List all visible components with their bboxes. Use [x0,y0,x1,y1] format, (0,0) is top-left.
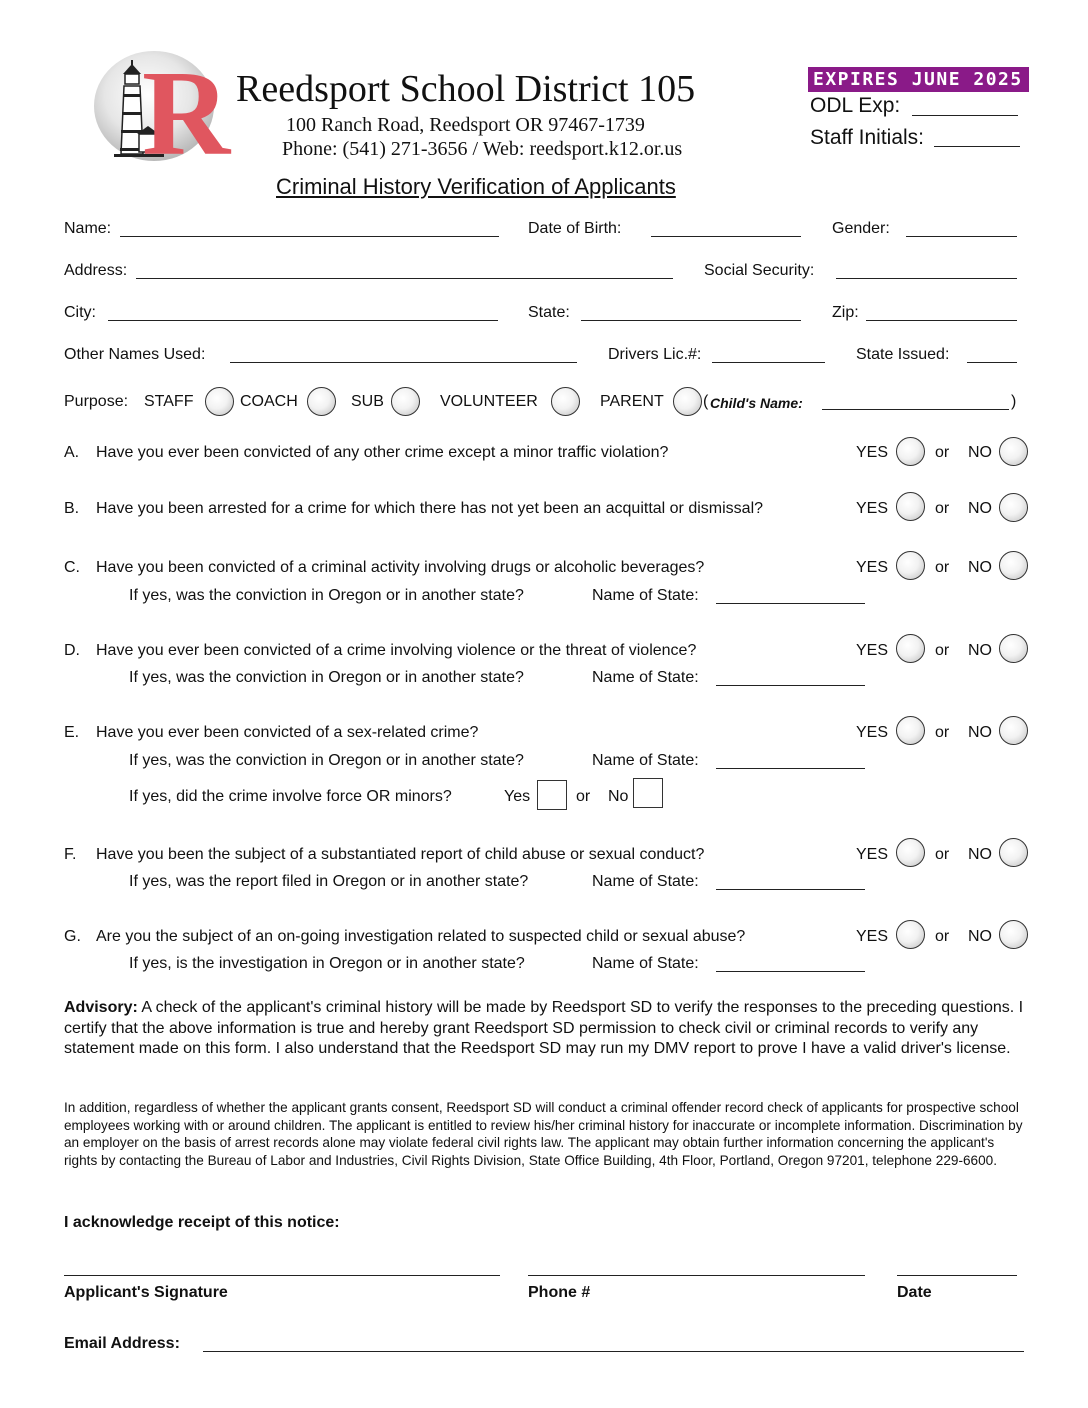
question-e-followup: If yes, was the conviction in Oregon or in another state? [129,752,524,769]
question-a-no-label: NO [968,444,992,461]
question-f-letter: F. [64,846,77,863]
question-f-yes-radio[interactable] [896,838,925,867]
gender-label: Gender: [832,220,890,237]
staff-initials-label: Staff Initials: [810,126,925,149]
purpose-parent-label: PARENT [600,393,664,410]
purpose-staff-radio[interactable] [205,387,234,416]
question-g-letter: G. [64,928,81,945]
question-e-no-checkbox[interactable] [633,778,663,808]
purpose-volunteer-radio[interactable] [551,387,580,416]
state-field[interactable] [581,320,801,321]
purpose-label: Purpose: [64,393,129,410]
purpose-coach-radio[interactable] [307,387,336,416]
date-label: Date [897,1284,932,1301]
email-field[interactable] [203,1351,1024,1352]
question-a-letter: A. [64,444,80,461]
question-f-state-label: Name of State: [592,873,699,890]
question-f-yes-label: YES [856,846,889,863]
child-name-label: Child's Name: [710,395,803,411]
question-e-no-radio[interactable] [999,716,1028,745]
question-f-state-field[interactable] [716,889,865,890]
purpose-sub-label: SUB [351,393,384,410]
staff-initials-field[interactable] [934,146,1020,147]
question-c-yes-radio[interactable] [896,551,925,580]
purpose-sub-radio[interactable] [391,387,420,416]
purpose-volunteer-label: VOLUNTEER [440,393,538,410]
address-field[interactable] [136,278,673,279]
ssn-label: Social Security: [704,262,815,279]
question-g-no-radio[interactable] [999,920,1028,949]
district-address: 100 Ranch Road, Reedsport OR 97467-1739 [286,114,645,136]
question-d-no-label: NO [968,642,992,659]
question-e-followup2: If yes, did the crime involve force OR minors? [129,788,452,805]
name-field[interactable] [120,236,499,237]
question-a-or: or [935,444,950,461]
question-e-small-or: or [576,788,591,805]
district-logo [94,46,231,181]
email-label: Email Address: [64,1335,180,1352]
question-a-yes-radio[interactable] [896,437,925,466]
question-f-no-label: NO [968,846,992,863]
district-contact: Phone: (541) 271-3656 / Web: reedsport.k12.or.us [282,138,683,160]
question-e-yes-checkbox[interactable] [537,780,567,810]
question-c-no-radio[interactable] [999,551,1028,580]
dob-label: Date of Birth: [528,220,622,237]
question-c-or: or [935,559,950,576]
purpose-parent-radio[interactable] [673,387,702,416]
question-e-small-yes-label: Yes [504,788,531,805]
question-g-followup: If yes, is the investigation in Oregon or in another state? [129,955,525,972]
child-name-field[interactable] [822,409,1009,410]
question-e-text: Have you ever been convicted of a sex-related crime? [96,724,479,741]
notice-paragraph: In addition, regardless of whether the applicant grants consent, Reedsport SD will conduct a criminal offender record check of applicants for prospective school employees working with or around children. The applicant is entitled to review his/her criminal history for inaccurate or incomplete information. Discrimination by an employer on the basis of arrest records alone may violate federal civil rights law. The applicant may obtain further information concerning the applicant's rights by contacting the Bureau of Labor and Industries, Civil Rights Division, State Office Building, 4th Floor, Portland, Oregon 97201, telephone 229-6600. [64,1100,1023,1168]
expires-text: EXPIRES JUNE 2025 [813,69,1023,90]
question-b-or: or [935,500,950,517]
applicant-signature-field[interactable] [64,1275,500,1276]
purpose-coach-label: COACH [240,393,298,410]
question-f-or: or [935,846,950,863]
question-b-no-radio[interactable] [999,493,1028,522]
child-name-open: ( [703,393,709,410]
question-d-yes-radio[interactable] [896,634,925,663]
other-names-label: Other Names Used: [64,346,206,363]
question-e-small-no-label: No [608,788,629,805]
form-title: Criminal History Verification of Applicants [276,174,676,199]
question-c-text: Have you been convicted of a criminal activity involving drugs or alcoholic beverages? [96,559,705,576]
state-issued-field[interactable] [967,362,1017,363]
svg-text:R: R [141,46,231,181]
zip-label: Zip: [832,304,859,321]
question-a-text: Have you ever been convicted of any other crime except a minor traffic violation? [96,444,669,461]
question-b-yes-radio[interactable] [896,492,925,521]
question-b-text: Have you been arrested for a crime for which there has not yet been an acquittal or dismissal? [96,500,764,517]
question-b-yes-label: YES [856,500,889,517]
question-c-no-label: NO [968,559,992,576]
city-label: City: [64,304,96,321]
odl-exp-label: ODL Exp: [810,94,901,117]
question-e-yes-label: YES [856,724,889,741]
question-c-state-field[interactable] [716,603,865,604]
question-d-no-radio[interactable] [999,634,1028,663]
question-c-letter: C. [64,559,80,576]
purpose-staff-label: STAFF [144,393,194,410]
city-field[interactable] [108,320,498,321]
question-g-yes-label: YES [856,928,889,945]
name-label: Name: [64,220,112,237]
date-field[interactable] [897,1275,1017,1276]
advisory-heading: Advisory: [64,999,138,1016]
drivers-lic-field[interactable] [712,362,825,363]
question-g-text: Are you the subject of an on-going investigation related to suspected child or sexual abuse? [96,928,746,945]
address-label: Address: [64,262,128,279]
district-name: Reedsport School District 105 [236,68,696,110]
child-name-close: ) [1011,393,1017,410]
question-e-state-field[interactable] [716,768,865,769]
question-f-text: Have you been the subject of a substantiated report of child abuse or sexual conduct? [96,846,705,863]
question-d-text: Have you ever been convicted of a crime involving violence or the threat of violence? [96,642,697,659]
question-a-no-radio[interactable] [999,437,1028,466]
applicant-signature-label: Applicant's Signature [64,1284,228,1301]
acknowledge-label: I acknowledge receipt of this notice: [64,1214,340,1231]
odl-exp-field[interactable] [912,115,1018,116]
question-e-yes-radio[interactable] [896,716,925,745]
drivers-lic-label: Drivers Lic.#: [608,346,702,363]
question-f-no-radio[interactable] [999,838,1028,867]
advisory-paragraph [64,998,1024,1060]
question-d-letter: D. [64,642,80,659]
phone-field[interactable] [528,1275,865,1276]
question-g-state-field[interactable] [716,971,865,972]
question-d-state-label: Name of State: [592,669,699,686]
advisory-text: A check of the applicant's criminal history will be made by Reedsport SD to verify the responses to the preceding questions. I certify that the above information is true and hereby grant Reedsport SD permission to check civil or criminal records to verify any statement made on this form. I also understand that the Reedsport SD may run my DMV report to prove I have a valid driver's license. [64,999,1024,1057]
phone-label: Phone # [528,1284,591,1301]
question-g-or: or [935,928,950,945]
question-e-no-label: NO [968,724,992,741]
question-b-letter: B. [64,500,80,517]
question-d-state-field[interactable] [716,685,865,686]
question-g-yes-radio[interactable] [896,920,925,949]
question-f-followup: If yes, was the report filed in Oregon or in another state? [129,873,529,890]
question-c-yes-label: YES [856,559,889,576]
question-d-yes-label: YES [856,642,889,659]
question-e-state-label: Name of State: [592,752,699,769]
zip-field[interactable] [866,320,1017,321]
question-d-followup: If yes, was the conviction in Oregon or in another state? [129,669,524,686]
question-d-or: or [935,642,950,659]
dob-field[interactable] [651,236,801,237]
gender-field[interactable] [906,236,1017,237]
question-c-state-label: Name of State: [592,587,699,604]
state-label: State: [528,304,570,321]
question-g-no-label: NO [968,928,992,945]
question-e-or: or [935,724,950,741]
question-e-letter: E. [64,724,80,741]
ssn-field[interactable] [836,278,1017,279]
question-c-followup: If yes, was the conviction in Oregon or in another state? [129,587,524,604]
question-b-no-label: NO [968,500,992,517]
expires-badge [808,67,1029,92]
question-a-yes-label: YES [856,444,889,461]
state-issued-label: State Issued: [856,346,950,363]
question-g-state-label: Name of State: [592,955,699,972]
other-names-field[interactable] [230,362,577,363]
